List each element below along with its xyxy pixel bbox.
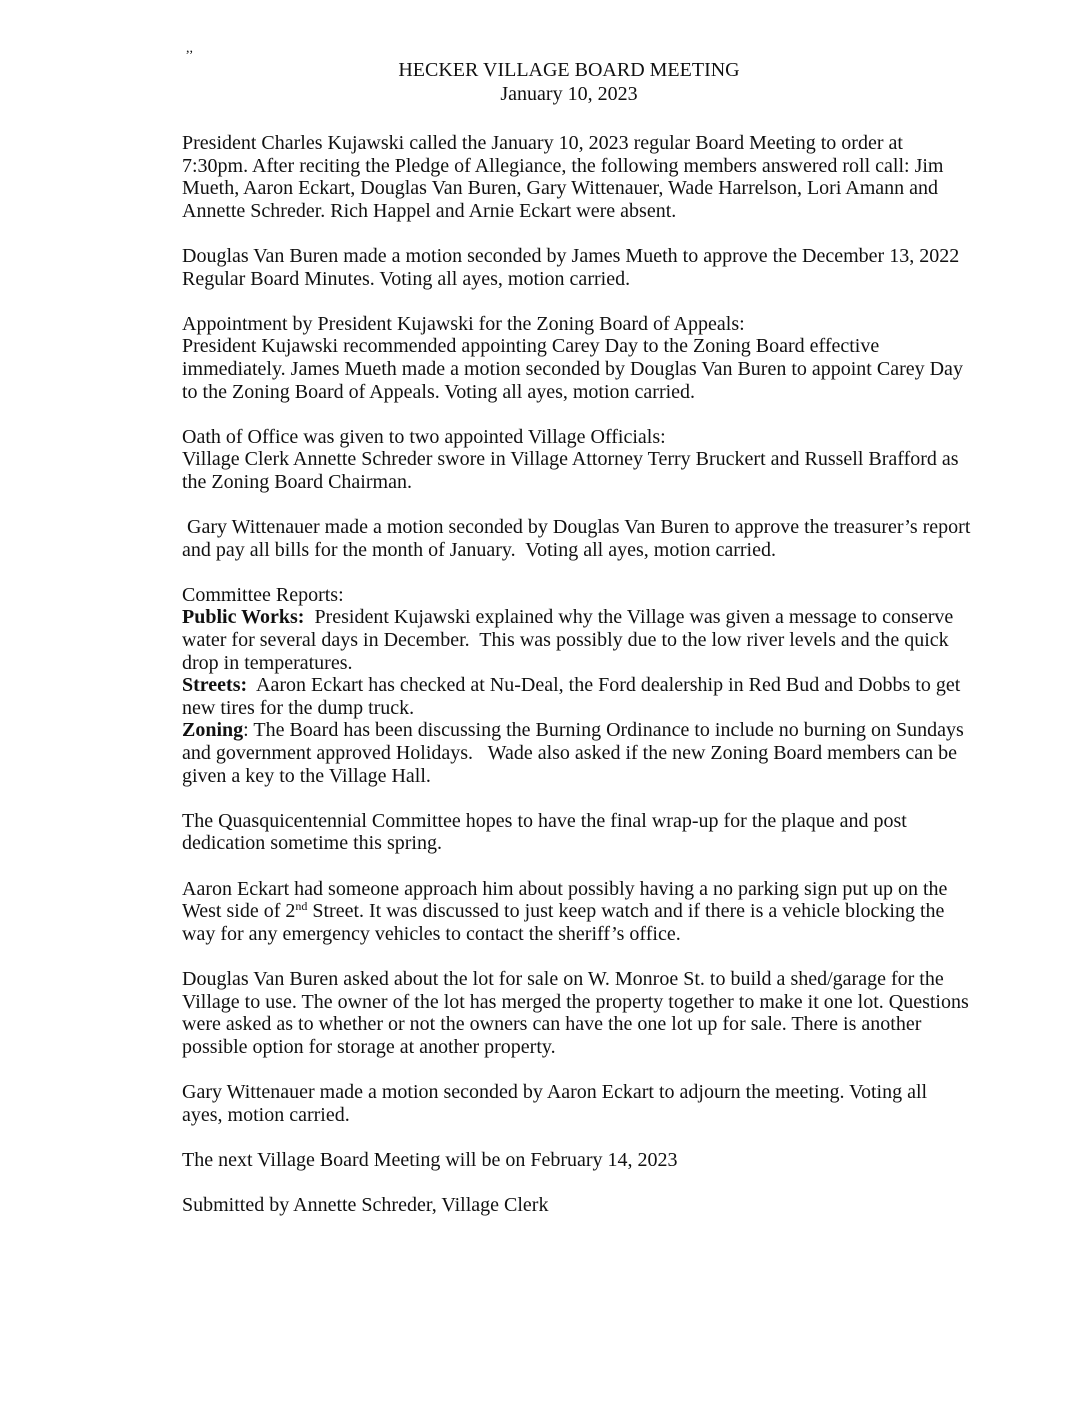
public-works-report (182, 606, 972, 674)
treasurer-paragraph: Gary Wittenauer made a motion seconded by Douglas Van Buren to approve the treasurer’s report and pay all bills for the month of January. Voting all ayes, motion carried. (182, 516, 976, 561)
lot-paragraph: Douglas Van Buren asked about the lot for sale on W. Monroe St. to build a shed/garage for the Village to use. The owner of the lot has merged the property together to make it one lot. Questions were asked as to whether or not the owners can have the one lot up for sale. There is another possible option for storage at another property. (182, 967, 969, 1058)
oath-text: Village Clerk Annette Schreder swore in Village Attorney Terry Bruckert and Russell Brafford as the Zoning Board Chairman. (182, 448, 959, 493)
next-meeting-paragraph: The next Village Board Meeting will be on February 14, 2023 (182, 1148, 678, 1171)
quasquicentennial-paragraph: The Quasquicentennial Committee hopes to have the final wrap-up for the plaque and post dedication sometime this spring. (182, 809, 907, 855)
oath-section (182, 426, 972, 494)
streets-report (182, 674, 972, 719)
meeting-date: January 10, 2023 (500, 83, 638, 105)
zoning-report (182, 719, 972, 787)
streets-label: Streets: (182, 674, 248, 697)
parking-ordinal-suffix: nd (295, 899, 308, 914)
public-works-text: President Kujawski explained why the Village was given a message to conserve water for several days in December. This was possibly due to the low river levels and the quick drop in temperatures. (182, 606, 959, 674)
zoning-label: Zoning (182, 719, 244, 742)
public-works-label: Public Works: (182, 606, 305, 629)
appointment-heading: Appointment by President Kujawski for the Zoning Board of Appeals: (182, 312, 745, 335)
stray-mark: ,, (186, 41, 193, 56)
submitted-by-paragraph: Submitted by Annette Schreder, Village Clerk (182, 1193, 549, 1216)
document-title: HECKER VILLAGE BOARD MEETING (398, 59, 740, 81)
parking-paragraph (182, 878, 972, 946)
document-header (0, 58, 1088, 106)
adjourn-paragraph: Gary Wittenauer made a motion seconded by Aaron Eckart to adjourn the meeting. Voting all ayes, motion carried. (182, 1080, 928, 1126)
appointment-text: President Kujawski recommended appointing Carey Day to the Zoning Board effective immediately. James Mueth made a motion seconded by Douglas Van Buren to appoint Carey Day to the Zoning Board of Appeals. Voting all ayes, motion carried. (182, 335, 963, 403)
appointment-section (182, 313, 972, 403)
oath-heading: Oath of Office was given to two appointed Village Officials: (182, 425, 666, 448)
parking-text-part1: Aaron Eckart had someone approach him about possibly having a no parking sign put up on the West side of 2 (182, 877, 948, 923)
minutes-approval-paragraph: Douglas Van Buren made a motion seconded by James Mueth to approve the December 13, 2022 Regular Board Minutes. Voting all ayes, motion carried. (182, 244, 960, 290)
streets-text: Aaron Eckart has checked at Nu-Deal, the Ford dealership in Red Bud and Dobbs to get new tires for the dump truck. (182, 674, 966, 719)
zoning-text: : The Board has been discussing the Burning Ordinance to include no burning on Sundays and government approved Holidays. Wade also asked if the new Zoning Board members can be given a key to the Village Hall. (182, 719, 969, 787)
parking-text-part2: Street. It was discussed to just keep watch and if there is a vehicle blocking the way for any emergency vehicles to contact the sheriff’s office. (182, 900, 945, 945)
committee-heading: Committee Reports: (182, 583, 344, 606)
call-to-order-paragraph: President Charles Kujawski called the January 10, 2023 regular Board Meeting to order at 7:30pm. After reciting the Pledge of Allegiance, the following members answered roll call: Jim Mueth, Aaron Eckart, Douglas Van Buren, Gary Wittenauer, Wade Harrelson, Lori Amann and Annette Schreder. Rich Happel and Arnie Eckart were absent. (182, 132, 944, 222)
minutes-body (182, 132, 976, 1239)
committee-reports-section (182, 584, 972, 787)
